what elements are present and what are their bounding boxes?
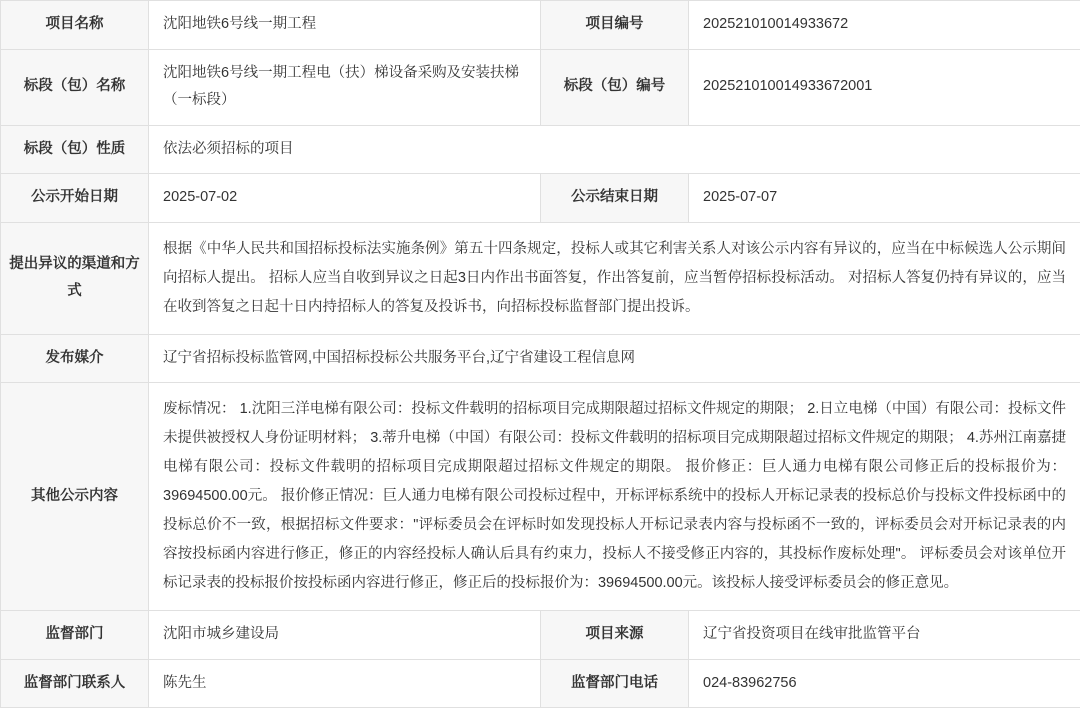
value-section-number: 202521010014933672001 xyxy=(689,49,1080,125)
label-supervision-contact: 监督部门联系人 xyxy=(1,659,149,708)
label-publicity-end-date: 公示结束日期 xyxy=(541,174,689,223)
table-body xyxy=(1,1,1080,708)
table-row xyxy=(1,334,1080,383)
value-other-publicity-content: 废标情况： 1.沈阳三洋电梯有限公司：投标文件载明的招标项目完成期限超过招标文件规定的期限； 2.日立电梯（中国）有限公司：投标文件未提供被授权人身份证明材料； 3.蒂升电梯（中国）有限公司：投标文件载明的招标项目完成期限超过招标文件规定的期限； 4.苏州江南嘉捷电梯有限公司：投标文件载明的招标项目完成期限超过招标文件规定的期限。 报价修正：巨人通力电梯有限公司修正后的投标报价为：39694500.00元。 报价修正情况：巨人通力电梯有限公司投标过程中，开标评标系统中的投标人开标记录表的投标总价与投标文件投标函中的投标总价不一致，根据招标文件要求："评标委员会在评标时如发现投标人开标记录表内容与投标函不一致的，评标委员会对开标记录表的内容按投标函内容进行修正，修正的内容经投标人确认后具有约束力，投标人不接受修正内容的，其投标作废标处理"。 评标委员会对该单位开标记录表的投标报价按投标函内容进行修正，修正后的投标报价为：39694500.00元。该投标人接受评标委员会的修正意见。 xyxy=(149,383,1080,611)
value-supervision-phone: 024-83962756 xyxy=(689,659,1080,708)
value-objection-channel: 根据《中华人民共和国招标投标法实施条例》第五十四条规定，投标人或其它利害关系人对该公示内容有异议的，应当在中标候选人公示期间向招标人提出。 招标人应当自收到异议之日起3日内作出书面答复，作出答复前，应当暂停招标投标活动。 对招标人答复仍持有异议的，应当在收到答复之日起十日内持招标人的答复及投诉书，向招标投标监督部门提出投诉。 xyxy=(149,222,1080,334)
label-project-source: 项目来源 xyxy=(541,611,689,660)
table-row xyxy=(1,383,1080,611)
label-section-number: 标段（包）编号 xyxy=(541,49,689,125)
value-supervision-contact: 陈先生 xyxy=(149,659,541,708)
value-publication-media: 辽宁省招标投标监管网,中国招标投标公共服务平台,辽宁省建设工程信息网 xyxy=(149,334,1080,383)
label-other-publicity-content: 其他公示内容 xyxy=(1,383,149,611)
value-section-nature: 依法必须招标的项目 xyxy=(149,125,1080,174)
label-section-name: 标段（包）名称 xyxy=(1,49,149,125)
value-project-source: 辽宁省投资项目在线审批监管平台 xyxy=(689,611,1080,660)
label-supervision-phone: 监督部门电话 xyxy=(541,659,689,708)
table-row xyxy=(1,611,1080,660)
table-row xyxy=(1,49,1080,125)
value-project-name: 沈阳地铁6号线一期工程 xyxy=(149,1,541,50)
value-supervision-department: 沈阳市城乡建设局 xyxy=(149,611,541,660)
value-section-name: 沈阳地铁6号线一期工程电（扶）梯设备采购及安装扶梯（一标段） xyxy=(149,49,541,125)
label-supervision-department: 监督部门 xyxy=(1,611,149,660)
label-publicity-start-date: 公示开始日期 xyxy=(1,174,149,223)
value-publicity-end-date: 2025-07-07 xyxy=(689,174,1080,223)
label-project-number: 项目编号 xyxy=(541,1,689,50)
label-objection-channel: 提出异议的渠道和方式 xyxy=(1,222,149,334)
table-row xyxy=(1,174,1080,223)
value-project-number: 202521010014933672 xyxy=(689,1,1080,50)
table-row xyxy=(1,659,1080,708)
label-section-nature: 标段（包）性质 xyxy=(1,125,149,174)
table-row xyxy=(1,222,1080,334)
table-row xyxy=(1,125,1080,174)
label-publication-media: 发布媒介 xyxy=(1,334,149,383)
table-row xyxy=(1,1,1080,50)
label-project-name: 项目名称 xyxy=(1,1,149,50)
value-publicity-start-date: 2025-07-02 xyxy=(149,174,541,223)
